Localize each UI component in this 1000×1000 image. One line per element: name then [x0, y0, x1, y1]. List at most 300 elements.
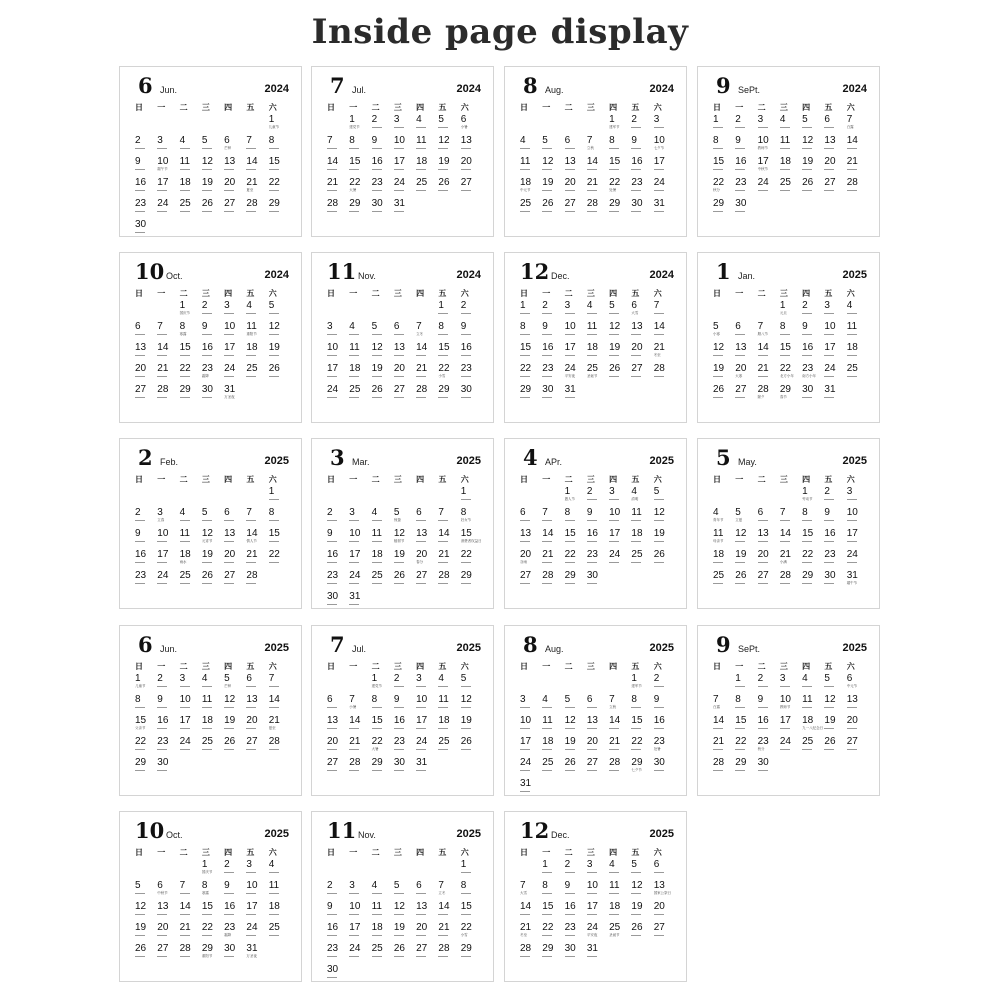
- day-number: 25: [371, 570, 383, 581]
- day-cell: [372, 757, 394, 778]
- day-annotation-mark: [438, 334, 448, 335]
- day-number: 7: [653, 300, 660, 311]
- day-cell: [349, 177, 371, 198]
- day-number: 12: [631, 880, 643, 891]
- day-number: 15: [460, 528, 472, 539]
- day-number: 18: [802, 715, 814, 726]
- day-annotation-mark: [246, 148, 256, 149]
- day-annotation-mark: [735, 334, 745, 335]
- day-cell: [224, 901, 246, 922]
- day-cell: [542, 715, 564, 736]
- day-number: 18: [846, 342, 858, 353]
- day-annotation-mark: [631, 872, 641, 873]
- day-number: 29: [564, 570, 576, 581]
- day-number: 29: [609, 198, 621, 209]
- day-annotation: 父亲节: [135, 726, 146, 730]
- day-number: 27: [393, 384, 405, 395]
- day-number: 3: [246, 859, 252, 870]
- day-annotation-mark: [157, 583, 167, 584]
- day-annotation-mark: [269, 872, 279, 873]
- day-annotation-mark: [269, 893, 279, 894]
- day-annotation-mark: [438, 562, 448, 563]
- empty-cell: [135, 486, 157, 507]
- day-cell: [735, 198, 757, 219]
- day-cell: [520, 880, 542, 901]
- day-number: 27: [846, 736, 858, 747]
- day-cell: [438, 507, 460, 528]
- day-cell: [824, 570, 846, 591]
- day-annotation-mark: [202, 583, 212, 584]
- day-cell: [520, 177, 542, 198]
- day-cell: [565, 384, 587, 405]
- day-annotation: 霜降: [201, 374, 209, 378]
- day-cell: [802, 177, 824, 198]
- day-number: 12: [460, 694, 472, 705]
- day-cell: [135, 943, 157, 964]
- day-number: 29: [371, 757, 383, 768]
- month-number: 10: [135, 818, 165, 843]
- day-number: 28: [846, 177, 858, 188]
- day-annotation: 芒种: [224, 684, 232, 688]
- day-cell: [520, 528, 542, 549]
- month-calendar-card: [311, 66, 494, 237]
- day-cell: [327, 570, 349, 591]
- day-annotation: 儿童节: [268, 125, 280, 129]
- day-number: 2: [224, 859, 230, 870]
- day-annotation-mark: [349, 749, 359, 750]
- day-number: 10: [224, 321, 236, 332]
- week-row: [520, 943, 676, 964]
- day-grid: [135, 473, 291, 591]
- day-cell: [394, 321, 416, 342]
- day-cell: [847, 114, 869, 135]
- day-annotation-mark: [609, 872, 619, 873]
- month-calendar-card: [311, 811, 494, 982]
- day-cell: [609, 177, 631, 198]
- day-number: 18: [542, 736, 554, 747]
- day-annotation-mark: [758, 583, 768, 584]
- weekday-header-row: [135, 287, 291, 300]
- day-cell: [654, 321, 676, 342]
- day-cell: [327, 901, 349, 922]
- week-row: [135, 549, 291, 570]
- day-number: 6: [586, 694, 593, 705]
- day-number: 1: [713, 114, 719, 125]
- day-number: 4: [846, 300, 853, 311]
- day-cell: [202, 135, 224, 156]
- day-cell: [758, 363, 780, 384]
- day-number: 10: [846, 507, 858, 518]
- day-number: 31: [224, 384, 236, 395]
- day-annotation: 平安夜: [564, 374, 576, 378]
- day-annotation-mark: [780, 749, 790, 750]
- day-cell: [631, 300, 653, 321]
- weekday-label: 三: [586, 289, 595, 298]
- day-annotation-mark: [780, 127, 790, 128]
- day-number: 16: [157, 715, 169, 726]
- day-cell: [416, 880, 438, 901]
- day-annotation-mark: [327, 190, 337, 191]
- day-cell: [349, 321, 371, 342]
- day-number: 1: [349, 114, 355, 125]
- day-annotation-mark: [180, 935, 190, 936]
- day-number: 12: [653, 507, 665, 518]
- month-name: Feb.: [160, 457, 179, 467]
- day-cell: [802, 736, 824, 757]
- day-number: 29: [135, 757, 147, 768]
- day-annotation: 端午节: [157, 167, 168, 171]
- day-cell: [180, 135, 202, 156]
- day-number: 22: [438, 363, 450, 374]
- day-number: 14: [438, 528, 450, 539]
- day-annotation-mark: [461, 686, 471, 687]
- day-cell: [394, 114, 416, 135]
- day-cell: [269, 321, 291, 342]
- day-annotation-mark: [157, 686, 167, 687]
- day-cell: [394, 156, 416, 177]
- day-cell: [609, 363, 631, 384]
- day-cell: [520, 156, 542, 177]
- day-cell: [416, 177, 438, 198]
- day-cell: [327, 591, 349, 609]
- day-cell: [847, 736, 869, 757]
- day-number: 23: [757, 736, 769, 747]
- day-annotation-mark: [202, 935, 212, 936]
- day-annotation-mark: [802, 169, 812, 170]
- day-number: 8: [179, 321, 186, 332]
- month-number: 11: [327, 818, 357, 843]
- year-label: 2025: [264, 455, 289, 467]
- day-number: 25: [520, 198, 532, 209]
- empty-cell: [824, 757, 846, 778]
- day-annotation-mark: [246, 935, 256, 936]
- day-number: 24: [520, 757, 532, 768]
- week-row: [135, 363, 291, 384]
- day-cell: [654, 300, 676, 321]
- day-cell: [631, 715, 653, 736]
- day-cell: [246, 507, 268, 528]
- day-number: 19: [438, 156, 450, 167]
- day-annotation-mark: [542, 355, 552, 356]
- day-annotation-mark: [416, 190, 426, 191]
- day-annotation-mark: [269, 376, 279, 377]
- day-annotation: 植树节: [393, 539, 405, 543]
- day-cell: [327, 342, 349, 363]
- day-cell: [520, 384, 542, 405]
- day-number: 13: [824, 135, 836, 146]
- empty-cell: [327, 859, 349, 880]
- week-row: [135, 177, 291, 198]
- empty-cell: [780, 486, 802, 507]
- empty-cell: [416, 198, 438, 219]
- empty-cell: [542, 778, 564, 796]
- day-cell: [157, 507, 179, 528]
- day-cell: [824, 673, 846, 694]
- day-number: 30: [371, 198, 383, 209]
- day-number: 1: [542, 859, 548, 870]
- day-number: 19: [268, 342, 280, 353]
- day-annotation: 劳动节: [802, 497, 813, 501]
- day-annotation-mark: [520, 707, 530, 708]
- empty-cell: [394, 964, 416, 982]
- day-number: 28: [349, 757, 361, 768]
- day-cell: [631, 198, 653, 219]
- day-annotation-mark: [269, 914, 279, 915]
- day-number: 2: [802, 300, 808, 311]
- weekday-label: 一: [157, 289, 166, 298]
- day-annotation-mark: [327, 914, 337, 915]
- empty-cell: [520, 859, 542, 880]
- day-cell: [438, 736, 460, 757]
- week-row: [135, 694, 291, 715]
- empty-cell: [780, 757, 802, 778]
- week-row: [520, 528, 676, 549]
- day-number: 23: [327, 943, 339, 954]
- calendar-header: [520, 261, 676, 285]
- weekday-header-row: [520, 473, 676, 486]
- day-number: 27: [460, 177, 472, 188]
- day-number: 7: [713, 694, 719, 705]
- day-annotation-mark: [394, 770, 404, 771]
- empty-cell: [394, 591, 416, 609]
- day-cell: [224, 363, 246, 384]
- day-cell: [713, 694, 735, 715]
- day-number: 2: [757, 673, 764, 684]
- weekday-label: 六: [460, 103, 469, 112]
- day-number: 10: [349, 528, 361, 539]
- day-cell: [542, 694, 564, 715]
- weekday-label: 日: [135, 289, 143, 298]
- day-number: 25: [779, 177, 791, 188]
- day-annotation-mark: [654, 169, 664, 170]
- day-number: 10: [157, 528, 169, 539]
- day-number: 8: [371, 694, 378, 705]
- day-number: 18: [609, 901, 621, 912]
- calendar-header: [713, 634, 869, 658]
- day-cell: [372, 570, 394, 591]
- day-cell: [269, 507, 291, 528]
- day-cell: [654, 549, 676, 570]
- weekday-label: 五: [824, 475, 833, 484]
- day-number: 15: [349, 156, 361, 167]
- day-annotation: 立秋: [609, 705, 617, 709]
- day-number: 27: [135, 384, 147, 395]
- weekday-label: 日: [520, 848, 528, 857]
- day-annotation: 除夕: [757, 395, 765, 399]
- week-row: [135, 300, 291, 321]
- day-annotation: 建党节: [371, 684, 383, 688]
- month-calendar-card: [504, 811, 687, 982]
- day-number: 2: [201, 300, 208, 311]
- day-annotation-mark: [135, 583, 145, 584]
- day-cell: [224, 570, 246, 591]
- day-cell: [461, 156, 483, 177]
- weekday-label: 二: [757, 103, 766, 112]
- day-annotation-mark: [372, 914, 382, 915]
- day-number: 9: [157, 694, 163, 705]
- day-cell: [394, 198, 416, 219]
- day-annotation-mark: [758, 355, 768, 356]
- day-number: 7: [438, 880, 444, 891]
- day-cell: [587, 528, 609, 549]
- weekday-label: 三: [586, 662, 595, 671]
- day-grid: [713, 473, 869, 591]
- day-annotation: 儿童节: [135, 684, 146, 688]
- day-cell: [735, 135, 757, 156]
- calendar-header: [713, 447, 869, 471]
- weekday-label: 五: [246, 662, 255, 671]
- day-number: 25: [802, 736, 814, 747]
- day-number: 4: [179, 135, 186, 146]
- day-cell: [269, 177, 291, 198]
- weekday-label: 三: [393, 848, 402, 857]
- day-annotation-mark: [372, 520, 382, 521]
- day-number: 19: [609, 342, 621, 353]
- day-annotation-mark: [847, 169, 857, 170]
- day-annotation-mark: [780, 355, 790, 356]
- day-annotation-mark: [269, 148, 279, 149]
- day-cell: [349, 901, 371, 922]
- day-annotation-mark: [416, 914, 426, 915]
- day-number: 31: [520, 778, 532, 789]
- day-number: 20: [520, 549, 532, 560]
- day-cell: [135, 342, 157, 363]
- day-annotation-mark: [654, 935, 664, 936]
- day-number: 10: [179, 694, 191, 705]
- day-annotation-mark: [631, 376, 641, 377]
- week-row: [520, 901, 676, 922]
- day-cell: [416, 342, 438, 363]
- month-name: Aug.: [545, 85, 564, 95]
- day-annotation-mark: [372, 334, 382, 335]
- day-grid: [135, 287, 291, 405]
- day-number: 12: [438, 135, 450, 146]
- weekday-label: 五: [631, 289, 640, 298]
- day-number: 26: [824, 736, 836, 747]
- day-annotation-mark: [609, 520, 619, 521]
- day-number: 26: [201, 198, 213, 209]
- day-number: 1: [135, 673, 141, 684]
- day-annotation-mark: [224, 872, 234, 873]
- day-annotation-mark: [372, 169, 382, 170]
- week-row: [520, 135, 676, 156]
- day-annotation-mark: [180, 749, 190, 750]
- day-annotation-mark: [713, 728, 723, 729]
- day-number: 22: [179, 363, 191, 374]
- day-number: 3: [393, 114, 400, 125]
- day-cell: [349, 384, 371, 405]
- day-cell: [269, 486, 291, 507]
- day-number: 23: [460, 363, 472, 374]
- day-annotation-mark: [520, 169, 530, 170]
- empty-cell: [654, 943, 676, 964]
- day-annotation-mark: [394, 190, 404, 191]
- day-cell: [520, 549, 542, 570]
- day-annotation: 小满: [779, 560, 787, 564]
- day-annotation-mark: [135, 355, 145, 356]
- day-cell: [372, 507, 394, 528]
- day-annotation-mark: [202, 211, 212, 212]
- day-cell: [202, 901, 224, 922]
- day-annotation-mark: [542, 376, 552, 377]
- day-number: 19: [631, 901, 643, 912]
- day-cell: [631, 507, 653, 528]
- day-number: 24: [757, 177, 769, 188]
- day-number: 20: [224, 549, 236, 560]
- week-row: [713, 694, 869, 715]
- day-number: 3: [157, 135, 163, 146]
- day-cell: [224, 342, 246, 363]
- day-annotation-mark: [780, 583, 790, 584]
- day-cell: [180, 673, 202, 694]
- day-number: 9: [735, 135, 741, 146]
- day-cell: [438, 156, 460, 177]
- week-row: [713, 757, 869, 778]
- day-annotation-mark: [135, 935, 145, 936]
- day-annotation-mark: [349, 562, 359, 563]
- day-number: 8: [438, 321, 444, 332]
- day-annotation-mark: [202, 334, 212, 335]
- day-cell: [587, 859, 609, 880]
- weekday-label: 一: [349, 289, 358, 298]
- day-cell: [654, 694, 676, 715]
- day-number: 24: [586, 922, 598, 933]
- day-cell: [327, 528, 349, 549]
- empty-cell: [461, 964, 483, 982]
- day-annotation-mark: [327, 520, 337, 521]
- calendar-header: [713, 261, 869, 285]
- empty-cell: [180, 757, 202, 778]
- day-cell: [713, 114, 735, 135]
- day-cell: [327, 880, 349, 901]
- day-annotation-mark: [542, 914, 552, 915]
- day-number: 1: [631, 673, 637, 684]
- day-annotation-mark: [269, 190, 279, 191]
- weekday-label: 六: [268, 662, 277, 671]
- day-annotation-mark: [565, 935, 575, 936]
- day-cell: [565, 859, 587, 880]
- day-number: 13: [564, 156, 576, 167]
- week-row: [327, 880, 483, 901]
- day-number: 23: [135, 570, 147, 581]
- day-cell: [780, 384, 802, 405]
- day-annotation-mark: [565, 893, 575, 894]
- weekday-label: 一: [542, 103, 551, 112]
- month-number: 4: [523, 445, 538, 470]
- day-annotation-mark: [394, 749, 404, 750]
- weekday-header-row: [327, 287, 483, 300]
- day-number: 30: [157, 757, 169, 768]
- weekday-label: 三: [393, 289, 402, 298]
- day-cell: [824, 342, 846, 363]
- day-cell: [349, 694, 371, 715]
- day-number: 29: [438, 384, 450, 395]
- day-cell: [224, 549, 246, 570]
- day-annotation-mark: [372, 583, 382, 584]
- day-annotation-mark: [847, 728, 857, 729]
- weekday-label: 四: [224, 848, 233, 857]
- day-number: 5: [135, 880, 141, 891]
- day-cell: [246, 300, 268, 321]
- calendar-header: [135, 634, 291, 658]
- day-annotation: 小暑: [349, 705, 357, 709]
- day-number: 23: [586, 549, 598, 560]
- day-number: 21: [246, 177, 258, 188]
- week-row: [520, 198, 676, 219]
- day-annotation-mark: [654, 190, 664, 191]
- empty-cell: [542, 486, 564, 507]
- day-number: 2: [393, 673, 400, 684]
